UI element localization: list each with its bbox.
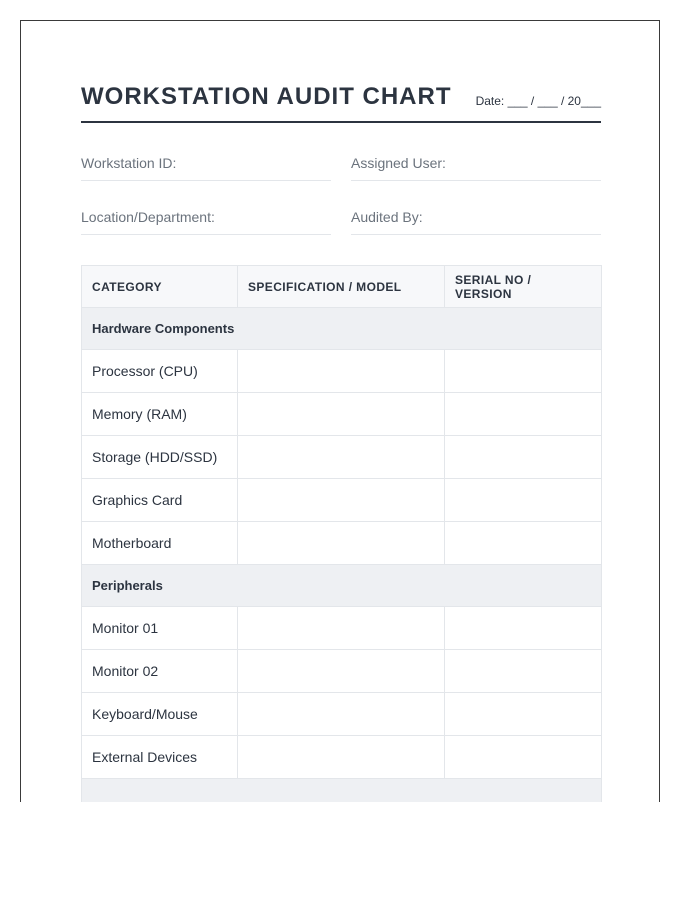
section-title: Hardware Components xyxy=(82,308,602,350)
row-category: Memory (RAM) xyxy=(82,393,238,436)
table-row xyxy=(82,522,602,565)
section-row-peripherals xyxy=(82,565,602,607)
specification-cell[interactable] xyxy=(238,393,445,436)
location-department-field[interactable]: Location/Department: xyxy=(81,209,331,235)
row-category: Graphics Card xyxy=(82,479,238,522)
audit-sheet xyxy=(20,20,660,802)
specification-cell[interactable] xyxy=(238,350,445,393)
audited-by-field[interactable]: Audited By: xyxy=(351,209,601,235)
serial-cell[interactable] xyxy=(445,479,602,522)
serial-cell[interactable] xyxy=(445,522,602,565)
row-category: External Devices xyxy=(82,736,238,779)
table-row xyxy=(82,393,602,436)
section-row-continued xyxy=(82,779,602,803)
table-row xyxy=(82,350,602,393)
table-row xyxy=(82,736,602,779)
specification-cell[interactable] xyxy=(238,522,445,565)
row-category: Storage (HDD/SSD) xyxy=(82,436,238,479)
serial-cell[interactable] xyxy=(445,350,602,393)
serial-cell[interactable] xyxy=(445,650,602,693)
sheet-content xyxy=(81,85,601,802)
serial-cell[interactable] xyxy=(445,393,602,436)
serial-cell[interactable] xyxy=(445,693,602,736)
section-row-hardware xyxy=(82,308,602,350)
column-header-serial: SERIAL NO / VERSION xyxy=(445,266,602,308)
specification-cell[interactable] xyxy=(238,693,445,736)
serial-cell[interactable] xyxy=(445,436,602,479)
column-header-category: CATEGORY xyxy=(82,266,238,308)
assigned-user-field[interactable]: Assigned User: xyxy=(351,155,601,181)
info-fields xyxy=(81,155,601,263)
table-row xyxy=(82,479,602,522)
row-category: Keyboard/Mouse xyxy=(82,693,238,736)
date-field[interactable]: Date: ___ / ___ / 20___ xyxy=(475,94,601,108)
specification-cell[interactable] xyxy=(238,607,445,650)
page-title: WORKSTATION AUDIT CHART xyxy=(81,83,452,110)
table-row xyxy=(82,650,602,693)
specification-cell[interactable] xyxy=(238,479,445,522)
table-row xyxy=(82,436,602,479)
row-category: Monitor 01 xyxy=(82,607,238,650)
serial-cell[interactable] xyxy=(445,607,602,650)
section-title xyxy=(82,779,602,803)
table-row xyxy=(82,693,602,736)
table-header-row xyxy=(82,266,602,308)
specification-cell[interactable] xyxy=(238,736,445,779)
serial-cell[interactable] xyxy=(445,736,602,779)
row-category: Motherboard xyxy=(82,522,238,565)
sheet-header xyxy=(81,85,601,123)
specification-cell[interactable] xyxy=(238,650,445,693)
workstation-id-field[interactable]: Workstation ID: xyxy=(81,155,331,181)
table-row xyxy=(82,607,602,650)
column-header-specification: SPECIFICATION / MODEL xyxy=(238,266,445,308)
row-category: Monitor 02 xyxy=(82,650,238,693)
audit-table xyxy=(81,265,602,802)
section-title: Peripherals xyxy=(82,565,602,607)
row-category: Processor (CPU) xyxy=(82,350,238,393)
specification-cell[interactable] xyxy=(238,436,445,479)
